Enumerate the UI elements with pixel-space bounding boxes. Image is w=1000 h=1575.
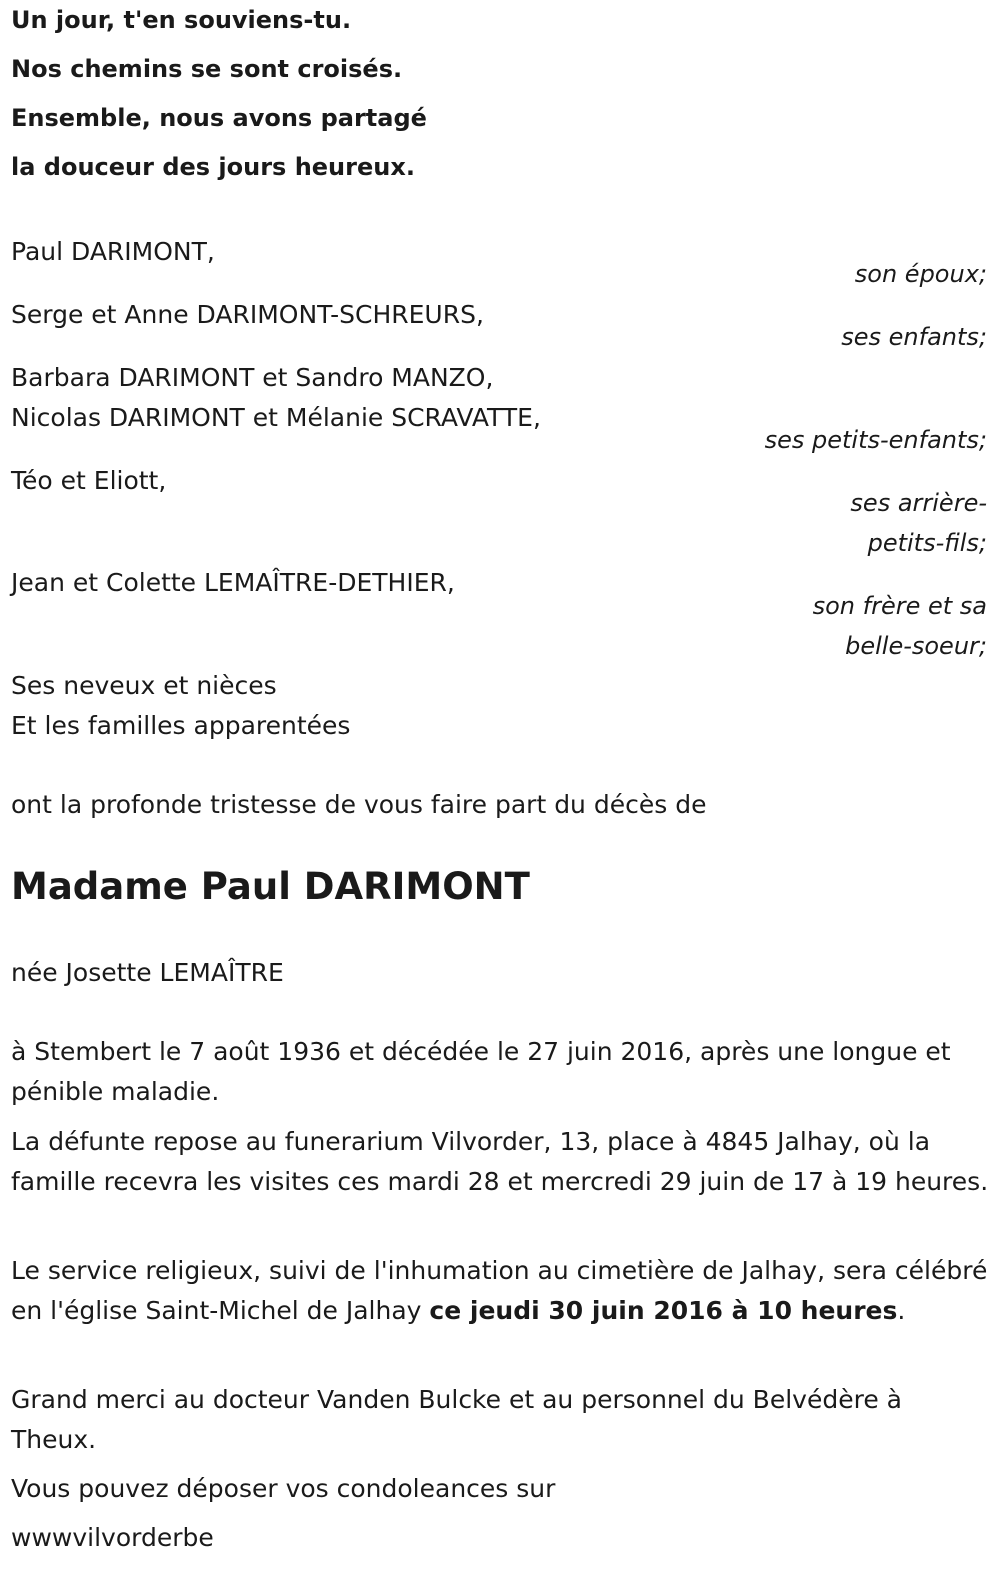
- family-names: Ses neveux et nièces: [11, 671, 277, 700]
- poem: [11, 8, 427, 204]
- family-relation: ses petits-enfants;: [764, 426, 987, 454]
- deceased-name: Madame Paul DARIMONT: [11, 865, 530, 908]
- family-group: [11, 232, 987, 288]
- poem-line: Ensemble, nous avons partagé: [11, 104, 427, 132]
- poem-line: Un jour, t'en souviens-tu.: [11, 6, 352, 34]
- family-relation: ses enfants;: [841, 323, 987, 351]
- condolences-text: Vous pouvez déposer vos condoleances sur: [11, 1474, 556, 1503]
- poem-line: la douceur des jours heureux.: [11, 153, 415, 181]
- website-link[interactable]: wwwvilvorderbe: [11, 1523, 214, 1552]
- service-text: Le service religieux, suivi de l'inhumation au cimetière de Jalhay, sera célébré en l'église Saint-Michel de Jalhay: [11, 1256, 988, 1325]
- family-group: [11, 563, 987, 660]
- family-group: [11, 295, 987, 351]
- announcement: ont la profonde tristesse de vous faire part du décès de: [11, 790, 707, 819]
- family-relation: belle-soeur;: [845, 632, 987, 660]
- poem-line: Nos chemins se sont croisés.: [11, 55, 403, 83]
- family-group: [11, 666, 987, 746]
- birth-paragraph: à Stembert le 7 août 1936 et décédée le 27 juin 2016, après une longue et pénible maladie.: [11, 1037, 951, 1106]
- family-names: Jean et Colette LEMAÎTRE-DETHIER,: [11, 568, 455, 597]
- service-paragraph: [11, 1251, 989, 1331]
- family-relation: ses arrière-: [850, 489, 987, 517]
- family-names: Barbara DARIMONT et Sandro MANZO,: [11, 363, 494, 392]
- family-names: Paul DARIMONT,: [11, 237, 215, 266]
- service-end: .: [897, 1296, 906, 1325]
- family-relation: son époux;: [854, 260, 987, 288]
- family-names: Nicolas DARIMONT et Mélanie SCRAVATTE,: [11, 403, 541, 432]
- family-names: Et les familles apparentées: [11, 711, 351, 740]
- family-relation: son frère et sa: [812, 592, 987, 620]
- thanks-paragraph: Grand merci au docteur Vanden Bulcke et au personnel du Belvédère à Theux.: [11, 1385, 902, 1454]
- born-name: née Josette LEMAÎTRE: [11, 958, 284, 987]
- family-group: [11, 358, 987, 454]
- service-date: ce jeudi 30 juin 2016 à 10 heures: [429, 1296, 898, 1325]
- family-relation: petits-fils;: [867, 529, 987, 557]
- family-names: Téo et Eliott,: [11, 466, 167, 495]
- visit-paragraph: La défunte repose au funerarium Vilvorder, 13, place à 4845 Jalhay, où la famille recevra les visites ces mardi 28 et mercredi 29 juin de 17 à 19 heures.: [11, 1127, 989, 1196]
- family-names: Serge et Anne DARIMONT-SCHREURS,: [11, 300, 484, 329]
- family-group: [11, 461, 987, 557]
